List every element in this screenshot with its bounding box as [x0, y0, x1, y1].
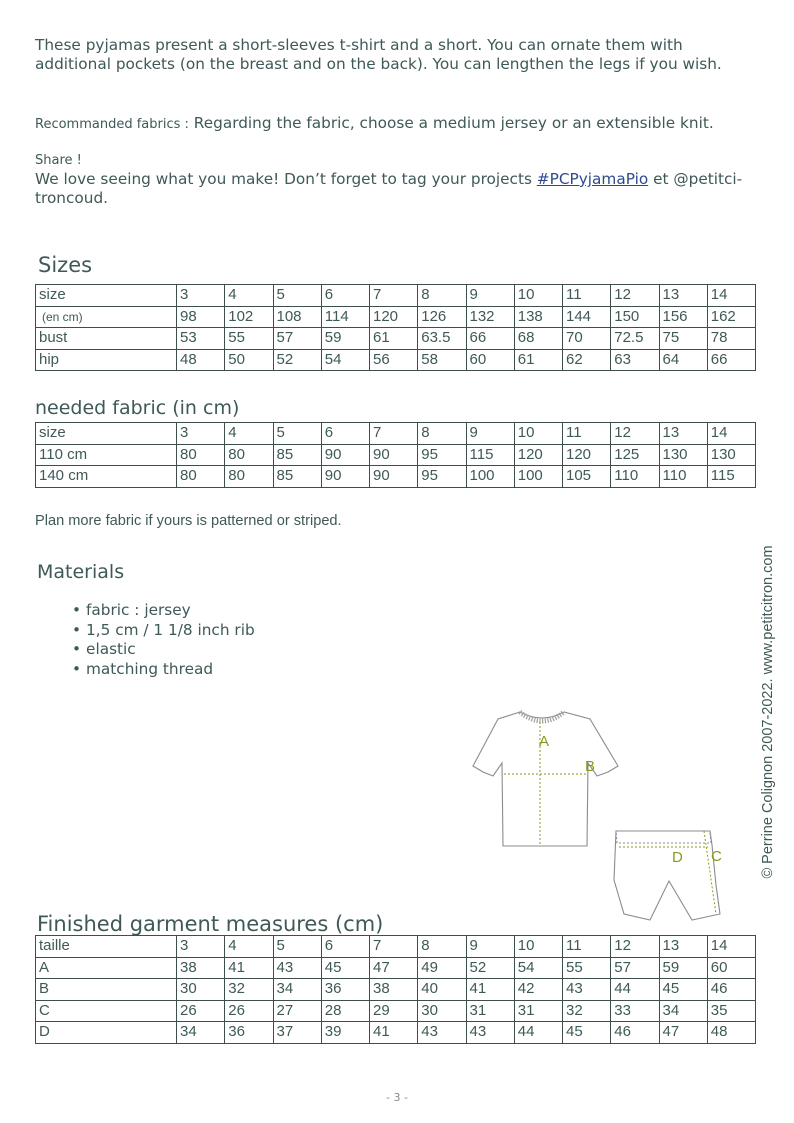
fabric-note: Plan more fabric if yours is patterned or striped. — [35, 513, 342, 529]
table-cell: 10 — [514, 285, 562, 307]
table-cell: 80 — [177, 444, 225, 466]
table-cell: 41 — [466, 979, 514, 1001]
row-label-cell: bust — [36, 328, 177, 350]
table-cell: 64 — [659, 349, 707, 371]
table-cell: 4 — [225, 285, 273, 307]
table-cell: 8 — [418, 936, 466, 958]
table-cell: 36 — [321, 979, 369, 1001]
table-cell: 40 — [418, 979, 466, 1001]
table-cell: 90 — [321, 466, 369, 488]
table-cell: 110 — [611, 466, 659, 488]
share-section — [35, 151, 755, 208]
table-cell: 45 — [321, 957, 369, 979]
table-cell: 27 — [273, 1000, 321, 1022]
table-cell: 3 — [177, 423, 225, 445]
table-cell: 48 — [707, 1022, 755, 1044]
table-cell: 115 — [707, 466, 755, 488]
table-cell: 125 — [611, 444, 659, 466]
table-cell: 56 — [370, 349, 418, 371]
table-cell: 13 — [659, 285, 707, 307]
table-cell: 6 — [321, 285, 369, 307]
row-label-cell: C — [36, 1000, 177, 1022]
table-cell: 10 — [514, 936, 562, 958]
table-cell: 90 — [370, 466, 418, 488]
table-cell: 95 — [418, 444, 466, 466]
row-label-cell: (en cm) — [36, 306, 177, 328]
table-cell: 105 — [563, 466, 611, 488]
table-cell: 46 — [707, 979, 755, 1001]
table-cell: 11 — [563, 936, 611, 958]
table-cell: 75 — [659, 328, 707, 350]
table-cell: 26 — [225, 1000, 273, 1022]
table-cell: 144 — [563, 306, 611, 328]
table-cell: 100 — [466, 466, 514, 488]
hashtag-link[interactable]: #PCPyjamaPio — [536, 170, 649, 188]
table-cell: 7 — [370, 423, 418, 445]
table-cell: 9 — [466, 936, 514, 958]
garment-illustration — [468, 700, 738, 930]
table-cell: 162 — [707, 306, 755, 328]
table-cell: 11 — [563, 423, 611, 445]
table-cell: 8 — [418, 423, 466, 445]
finished-measures-table — [35, 935, 756, 1044]
row-label-cell: hip — [36, 349, 177, 371]
table-cell: 59 — [321, 328, 369, 350]
table-cell: 6 — [321, 423, 369, 445]
table-cell: 60 — [707, 957, 755, 979]
table-cell: 31 — [466, 1000, 514, 1022]
table-cell: 98 — [177, 306, 225, 328]
label-c: C — [711, 848, 722, 865]
table-cell: 12 — [611, 936, 659, 958]
table-row — [36, 328, 756, 350]
needed-fabric-table — [35, 422, 756, 488]
table-cell: 5 — [273, 936, 321, 958]
table-cell: 108 — [273, 306, 321, 328]
table-cell: 11 — [563, 285, 611, 307]
table-cell: 80 — [177, 466, 225, 488]
row-label-cell: 140 cm — [36, 466, 177, 488]
table-cell: 85 — [273, 444, 321, 466]
table-cell: 30 — [418, 1000, 466, 1022]
table-cell: 7 — [370, 285, 418, 307]
table-cell: 38 — [370, 979, 418, 1001]
table-cell: 52 — [273, 349, 321, 371]
table-cell: 110 — [659, 466, 707, 488]
share-text-before: We love seeing what you make! Don’t forget to tag your projects — [35, 170, 537, 188]
table-cell: 66 — [707, 349, 755, 371]
table-cell: 14 — [707, 936, 755, 958]
table-cell: 80 — [225, 444, 273, 466]
table-cell: 66 — [466, 328, 514, 350]
table-cell: 57 — [273, 328, 321, 350]
table-cell: 46 — [611, 1022, 659, 1044]
table-cell: 54 — [514, 957, 562, 979]
table-cell: 5 — [273, 285, 321, 307]
table-cell: 48 — [177, 349, 225, 371]
table-cell: 130 — [707, 444, 755, 466]
table-cell: 35 — [707, 1000, 755, 1022]
table-cell: 68 — [514, 328, 562, 350]
table-cell: 32 — [563, 1000, 611, 1022]
table-cell: 33 — [611, 1000, 659, 1022]
table-cell: 130 — [659, 444, 707, 466]
shorts-outline — [614, 831, 720, 920]
list-item: • elastic — [72, 640, 255, 660]
table-cell: 114 — [321, 306, 369, 328]
table-cell: 61 — [514, 349, 562, 371]
table-cell: 44 — [611, 979, 659, 1001]
table-cell: 36 — [225, 1022, 273, 1044]
table-cell: 54 — [321, 349, 369, 371]
table-cell: 4 — [225, 423, 273, 445]
table-cell: 10 — [514, 423, 562, 445]
table-cell: 44 — [514, 1022, 562, 1044]
table-row — [36, 423, 756, 445]
materials-list — [72, 601, 255, 679]
table-cell: 32 — [225, 979, 273, 1001]
table-row — [36, 306, 756, 328]
sizes-table — [35, 284, 756, 371]
table-cell: 12 — [611, 423, 659, 445]
table-cell: 52 — [466, 957, 514, 979]
table-cell: 34 — [273, 979, 321, 1001]
table-cell: 102 — [225, 306, 273, 328]
table-cell: 28 — [321, 1000, 369, 1022]
table-cell: 5 — [273, 423, 321, 445]
table-cell: 50 — [225, 349, 273, 371]
table-row — [36, 936, 756, 958]
table-row — [36, 1022, 756, 1044]
label-b: B — [585, 758, 596, 775]
row-label-cell: B — [36, 979, 177, 1001]
table-cell: 9 — [466, 285, 514, 307]
table-cell: 9 — [466, 423, 514, 445]
table-cell: 53 — [177, 328, 225, 350]
table-cell: 43 — [418, 1022, 466, 1044]
table-cell: 43 — [563, 979, 611, 1001]
table-row — [36, 285, 756, 307]
table-cell: 12 — [611, 285, 659, 307]
table-cell: 31 — [514, 1000, 562, 1022]
table-cell: 47 — [659, 1022, 707, 1044]
table-cell: 39 — [321, 1022, 369, 1044]
table-cell: 45 — [659, 979, 707, 1001]
materials-heading: Materials — [37, 561, 125, 583]
intro-paragraph: These pyjamas present a short-sleeves t-shirt and a short. You can ornate them with additional pockets (on the breast and on the back). You can lengthen the legs if you wish. — [35, 36, 722, 73]
recommended-fabrics-text: Regarding the fabric, choose a medium jersey or an extensible knit. — [188, 114, 714, 132]
row-label-cell: 110 cm — [36, 444, 177, 466]
table-cell: 45 — [563, 1022, 611, 1044]
table-cell: 14 — [707, 423, 755, 445]
table-cell: 30 — [177, 979, 225, 1001]
copyright-notice: © Perrine Colignon 2007-2022. www.petitcitron.com — [760, 545, 776, 879]
table-cell: 41 — [370, 1022, 418, 1044]
table-cell: 156 — [659, 306, 707, 328]
table-cell: 43 — [273, 957, 321, 979]
table-cell: 60 — [466, 349, 514, 371]
table-cell: 132 — [466, 306, 514, 328]
table-cell: 3 — [177, 936, 225, 958]
table-cell: 61 — [370, 328, 418, 350]
table-cell: 34 — [659, 1000, 707, 1022]
table-cell: 7 — [370, 936, 418, 958]
table-cell: 13 — [659, 936, 707, 958]
table-cell: 26 — [177, 1000, 225, 1022]
table-cell: 120 — [514, 444, 562, 466]
table-row — [36, 466, 756, 488]
table-cell: 29 — [370, 1000, 418, 1022]
table-cell: 13 — [659, 423, 707, 445]
table-cell: 63.5 — [418, 328, 466, 350]
table-cell: 72.5 — [611, 328, 659, 350]
table-cell: 78 — [707, 328, 755, 350]
table-cell: 100 — [514, 466, 562, 488]
table-cell: 63 — [611, 349, 659, 371]
list-item: • 1,5 cm / 1 1/8 inch rib — [72, 621, 255, 641]
recommended-fabrics — [35, 114, 714, 132]
table-cell: 14 — [707, 285, 755, 307]
list-item: • fabric : jersey — [72, 601, 255, 621]
table-cell: 42 — [514, 979, 562, 1001]
table-cell: 126 — [418, 306, 466, 328]
table-cell: 62 — [563, 349, 611, 371]
table-cell: 59 — [659, 957, 707, 979]
table-row — [36, 349, 756, 371]
table-cell: 80 — [225, 466, 273, 488]
table-cell: 70 — [563, 328, 611, 350]
table-cell: 150 — [611, 306, 659, 328]
share-text-after: et @petitci-troncoud. — [35, 170, 743, 207]
page-number: - 3 - — [386, 1091, 408, 1104]
table-row — [36, 444, 756, 466]
table-cell: 3 — [177, 285, 225, 307]
table-cell: 34 — [177, 1022, 225, 1044]
recommended-fabrics-label: Recommanded fabrics : — [35, 117, 189, 132]
table-cell: 120 — [370, 306, 418, 328]
table-cell: 115 — [466, 444, 514, 466]
needed-fabric-heading: needed fabric (in cm) — [35, 397, 240, 419]
share-label: Share ! — [35, 153, 82, 168]
row-label-cell: A — [36, 957, 177, 979]
row-label-cell: taille — [36, 936, 177, 958]
row-label-cell: size — [36, 285, 177, 307]
table-cell: 37 — [273, 1022, 321, 1044]
table-cell: 4 — [225, 936, 273, 958]
table-cell: 41 — [225, 957, 273, 979]
row-label-cell: size — [36, 423, 177, 445]
table-cell: 47 — [370, 957, 418, 979]
share-text — [35, 170, 755, 208]
label-a: A — [539, 733, 550, 750]
table-cell: 6 — [321, 936, 369, 958]
finished-measures-heading: Finished garment measures (cm) — [37, 912, 384, 936]
table-cell: 90 — [370, 444, 418, 466]
table-cell: 95 — [418, 466, 466, 488]
list-item: • matching thread — [72, 660, 255, 680]
table-cell: 49 — [418, 957, 466, 979]
sizes-heading: Sizes — [38, 253, 93, 277]
table-cell: 55 — [225, 328, 273, 350]
label-d: D — [672, 849, 683, 866]
table-cell: 85 — [273, 466, 321, 488]
row-label-cell: D — [36, 1022, 177, 1044]
table-cell: 55 — [563, 957, 611, 979]
table-cell: 43 — [466, 1022, 514, 1044]
table-row — [36, 1000, 756, 1022]
table-cell: 90 — [321, 444, 369, 466]
table-cell: 58 — [418, 349, 466, 371]
table-row — [36, 957, 756, 979]
table-cell: 138 — [514, 306, 562, 328]
table-row — [36, 979, 756, 1001]
table-cell: 38 — [177, 957, 225, 979]
table-cell: 8 — [418, 285, 466, 307]
table-cell: 57 — [611, 957, 659, 979]
table-cell: 120 — [563, 444, 611, 466]
